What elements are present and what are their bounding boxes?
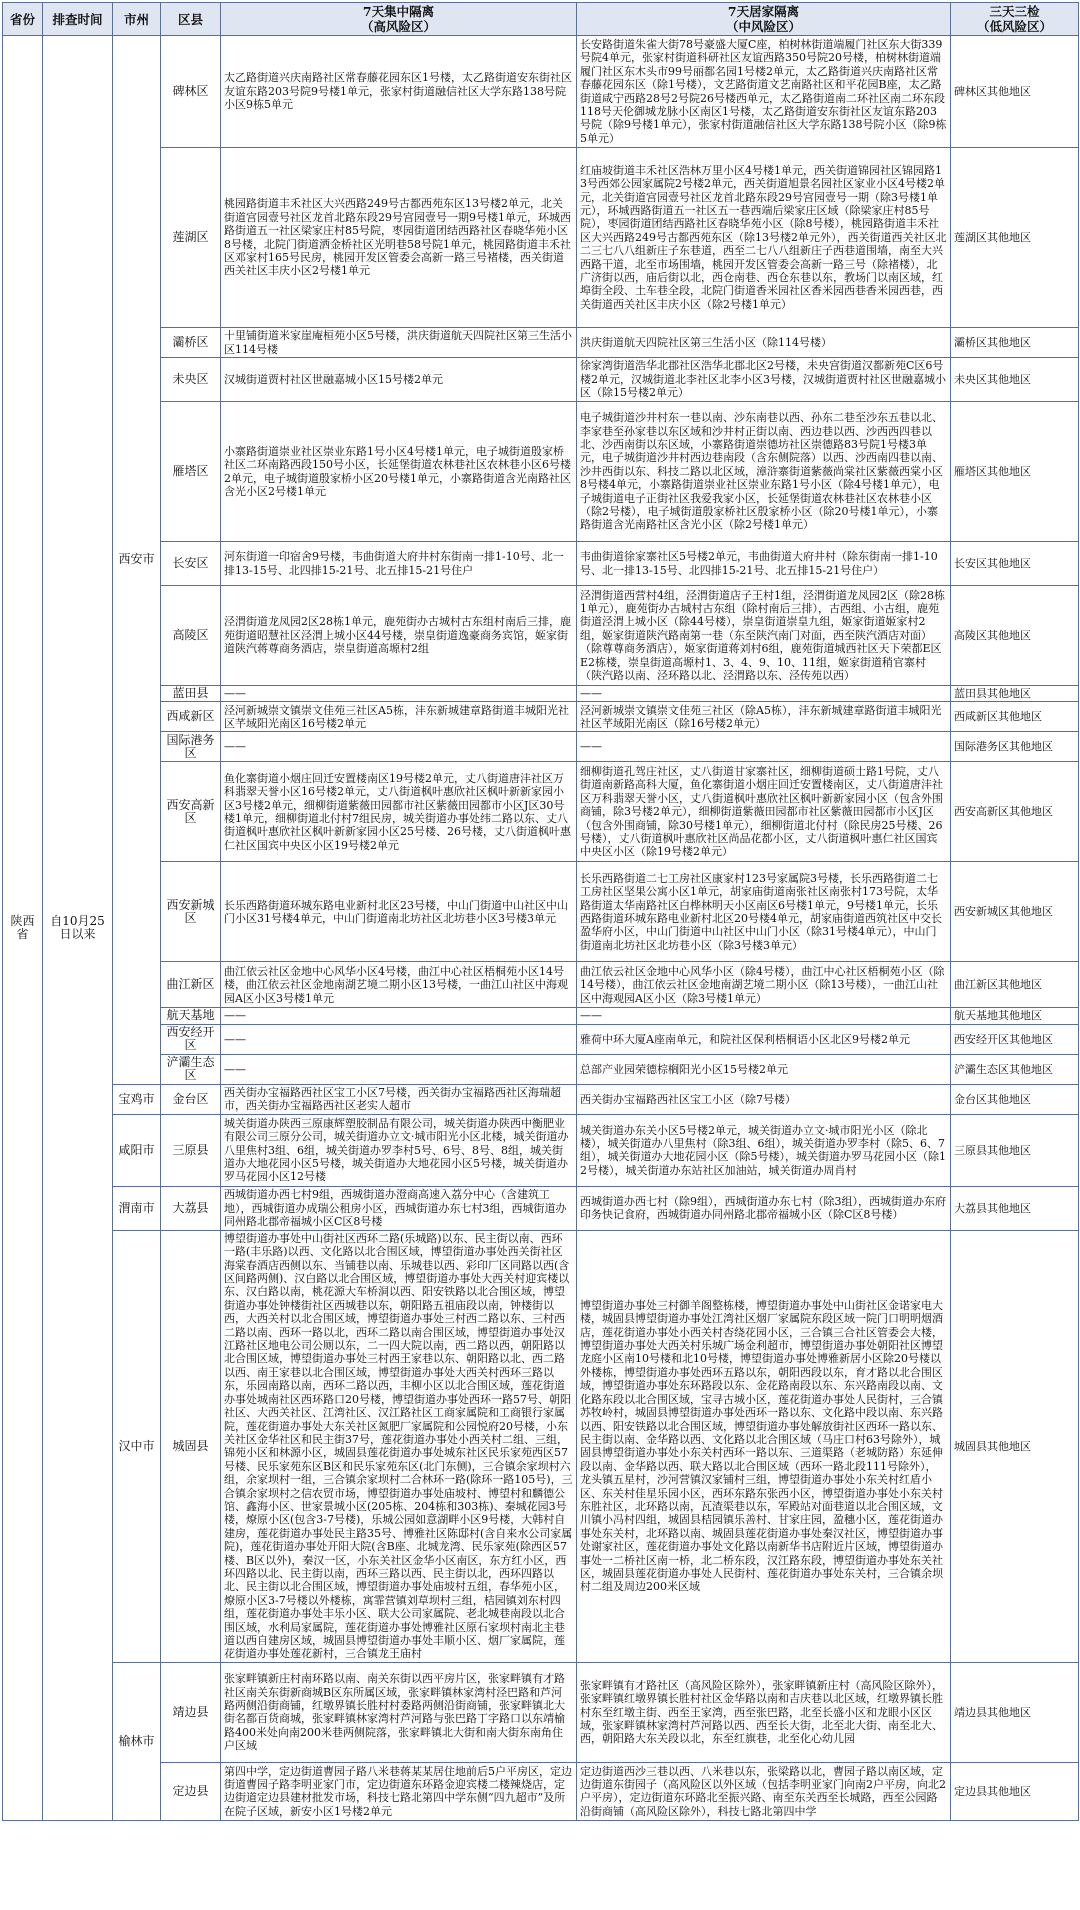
low-risk-cell: 金台区其他地区 xyxy=(951,1084,1079,1114)
risk-area-table xyxy=(2,2,1079,1821)
district-cell: 大荔县 xyxy=(161,1186,221,1230)
mid-risk-cell: 西关街办宝福路西社区宝工小区（除7号楼） xyxy=(577,1084,951,1114)
mid-risk-cell: 泾河新城崇文镇崇文佳苑三社区（除A5栋），沣东新城建章路街道丰城阳光社区芊域阳光南区（除16号楼2单元） xyxy=(577,702,951,732)
low-risk-cell: 蓝田县其他地区 xyxy=(951,686,1079,702)
mid-risk-cell: 博望街道办事处三村御羊阁整栋楼，博望街道办事处中山街社区金诺家电大楼，城固县博望街道办事处江湾社区烟厂家属院东段区域一院门口明明烟酒店，莲花街道办事处小西关村杏绕花园小区，三合镇三合社区管委会大楼，博望街道办事处大西关村乐城广场金利超市，博望街道办事处朝阳社区博望龙庭小区南10号楼和北10号楼，博望街道办事处博雅新居小区除20号楼以外楼栋，博望街道办事处西环五路以东，朝阳西段以东，育才路以北合围区域，博望街道办事处东环路段以东、金花路南段以东、东兴路南段以南、文化路东段以北合围区域，宝寻古城小区，莲花街道办事处人民街村，三合镇苏牧岭村，城固县博望街道办事处西环一路以东、文化路中段以南、东兴路以西、阳安铁路以北合围区域，博望街道办事处解放街社区西环一路以东、民主街以南、金华路以西、文化路以北合围区域（马庄口村63号除外），城固县博望街道办事处小东关村西环一路以东、三道渠路（老城防路）东延伸段以南、金华路以西、联大路以北合围区域（西环一路北段111号除外），龙头镇五星村，沙河营镇汉家铺村三组，博望街道办事处小东关村红盾小区、东关村佳星乐园小区，西环东路东张西小区，博望街道办事处小东关村东胜社区，北环路以南，瓦渣渠巷以东，军殿站对面巷道以北合围区域，文川镇小冯村四组，城固县桔园镇乐善村、甘家庄园，盈穗小区，莲花街道办事处东关村，北环路以南、城固县莲花街道办事处秦汉社区，博望街道办事处谢家社区，莲花街道办事处文化路以南新华书店附近片区域，博望街道办事处一二桥社区南一桥，北二桥东段，汉江路东段，博望街道办事处东关社区，城固县莲花街道办事处人民街村、莲花街道办事处东关村，三合镇余坝村二组及周边200米区域 xyxy=(577,1230,951,1662)
high-risk-cell: 太乙路街道兴庆南路社区常春藤花园东区1号楼，太乙路街道安东街社区友谊东路203号院9号楼1单元，张家村街道融信社区大学东路138号院小区9栋5单元 xyxy=(221,36,577,148)
high-risk-cell: 河东街道一印宿舍9号楼，韦曲街道大府井村东街南一排1-10号、北一排13-15号、北四排15-21号、北五排15-21号住户 xyxy=(221,542,577,586)
high-risk-cell: 汉城街道贾村社区世融嘉城小区15号楼2单元 xyxy=(221,358,577,402)
table-row xyxy=(3,328,1079,358)
low-risk-cell: 高陵区其他地区 xyxy=(951,586,1079,686)
low-risk-cell: 长安区其他地区 xyxy=(951,542,1079,586)
header-row xyxy=(3,3,1079,36)
table-row xyxy=(3,36,1079,148)
district-cell: 定边县 xyxy=(161,1762,221,1820)
table-row xyxy=(3,862,1079,962)
low-risk-cell: 西安新城区其他地区 xyxy=(951,862,1079,962)
low-risk-cell: 未央区其他地区 xyxy=(951,358,1079,402)
district-cell: 西安高新区 xyxy=(161,762,221,862)
low-risk-cell: 城固县其他地区 xyxy=(951,1230,1079,1662)
district-cell: 曲江新区 xyxy=(161,962,221,1008)
mid-risk-cell: 西城街道办西七村（除9组），西城街道办东七村（除3组），西城街道办东府印务快记食府，西城街道办同州路北郡帝福城小区（除C区8号楼） xyxy=(577,1186,951,1230)
low-risk-cell: 曲江新区其他地区 xyxy=(951,962,1079,1008)
high-risk-cell: —— xyxy=(221,686,577,702)
low-risk-cell: 大荔县其他地区 xyxy=(951,1186,1079,1230)
low-risk-cell: 西咸新区其他地区 xyxy=(951,702,1079,732)
district-cell: 未央区 xyxy=(161,358,221,402)
high-risk-cell: 小寨路街道崇业社区崇业东路1号小区4号楼1单元，电子城街道殷家桥社区二环南路西段150号小区，长延堡街道农林巷社区农林巷小区6号楼2单元，电子城街道殷家桥小区20号楼1单元，小寨路街道含光南路社区含光小区2号楼1单元 xyxy=(221,402,577,542)
high-risk-cell: 十里铺街道米家崖庵桓苑小区5号楼，洪庆街道航天四院社区第三生活小区114号楼 xyxy=(221,328,577,358)
table-row xyxy=(3,402,1079,542)
low-risk-cell: 西安经开区其他地区 xyxy=(951,1024,1079,1054)
mid-risk-cell: 电子城街道沙井村东一巷以南、沙东南巷以西、孙东二巷至沙东五巷以北、李家巷至孙家巷以东区域和沙井村正街以南、西边巷以西、沙西西四巷以北、沙西南街以东区域，小寨路街道崇德坊社区崇德路83号院1号楼3单元，电子城街道沙井村西边巷南段（含东侧院落）以西、沙西南四巷以南、沙井西街以东、科技二路以北区域，漳浒寨街道紫薇尚棠社区紫薇西棠小区8号楼4单元，小寨路街道崇业社区崇业东路1号小区（除4号楼1单元），电子城街道电子正街社区我爱我家小区，长延堡街道农林巷社区农林巷小区（除2号楼），电子城街道殷家桥社区殷家桥小区（除20号楼1单元），小寨路街道含光南路社区含光小区（除2号楼1单元） xyxy=(577,402,951,542)
table-row xyxy=(3,1024,1079,1054)
low-risk-cell: 国际港务区其他地区 xyxy=(951,732,1079,762)
mid-risk-cell: 总部产业园荣德棕榈阳光小区15号楼2单元 xyxy=(577,1054,951,1084)
mid-risk-cell: —— xyxy=(577,686,951,702)
table-row xyxy=(3,1762,1079,1820)
high-risk-cell: —— xyxy=(221,1024,577,1054)
mid-risk-cell: 雅荷中环大厦A座南单元，和院社区保利梧桐语小区北区9号楼2单元 xyxy=(577,1024,951,1054)
table-row xyxy=(3,1230,1079,1662)
mid-risk-cell: 红庙坡街道丰禾社区浩林万里小区4号楼1单元，西关街道锦园社区锦园路13号西郊公园家属院2号楼2单元，西关街道旭景名园社区家业小区4号楼2单元，北关街道宫园壹号社区龙首北路东段29号宫园壹号一期（除3号楼1单元），环城西路街道五一社区五一巷西端后梁家庄区域（除梁家庄村85号院），枣园街道团结西路社区春晓华苑小区（除8号楼），桃园路街道丰禾社区大兴西路249号古都西苑东区（除13号楼2单元外），西关街道西关社区北二三七八八组新庄子东巷道，西至二七八八组新庄子西巷道围墙，南至大兴西路干道，北至市场围墙，桃园开发区管委会高新一路三号（除褚楼），北广济街以西，庙后街以北，西仓南巷、西仓东巷以东，教场门以南区域，红埠街全段、土车巷全段，北院门街道香米园社区香米园西巷香米园西巷，西关街道西关社区丰庆小区（除2号楼1单元） xyxy=(577,148,951,328)
high-risk-cell: 泾渭街道龙凤园2区28栋1单元，鹿苑街办古城村古东组村南后三排，鹿苑街道昭慧社区泾渭上城小区44号楼，崇皇街道逸豪商务宾馆，姬家街道陕汽蒋尊商务酒店，崇皇街道高塬村2组 xyxy=(221,586,577,686)
mid-risk-cell: 洪庆街道航天四院社区第三生活小区（除114号楼） xyxy=(577,328,951,358)
low-risk-cell: 靖边县其他地区 xyxy=(951,1662,1079,1762)
high-risk-cell: 西城街道办西七村9组，西城街道办澄商高速入荔分中心（含建筑工地），西城街道办成瑞公租房小区，西城街道办东七村3组，西城街道办同州路北郡帝福城小区C区8号楼 xyxy=(221,1186,577,1230)
header-city: 市州 xyxy=(113,3,161,36)
time-cell: 自10月25日以来 xyxy=(43,36,113,1821)
mid-risk-cell: 徐家湾街道浩华北郡社区浩华北郡北区2号楼，未央宫街道汉都新苑C区6号楼2单元，汉城街道北李社区北李小区3号楼，汉城街道贾村社区世融嘉城小区（除15号楼2单元） xyxy=(577,358,951,402)
low-risk-cell: 浐灞生态区其他地区 xyxy=(951,1054,1079,1084)
district-cell: 西咸新区 xyxy=(161,702,221,732)
table-row xyxy=(3,542,1079,586)
city-cell: 渭南市 xyxy=(113,1186,161,1230)
low-risk-cell: 碑林区其他地区 xyxy=(951,36,1079,148)
table-row xyxy=(3,1186,1079,1230)
table-row xyxy=(3,1008,1079,1024)
district-cell: 靖边县 xyxy=(161,1662,221,1762)
mid-risk-cell: 泾渭街道西营村4组，泾渭街道店子王村1组，泾渭街道龙凤园2区（除28栋1单元），鹿苑街办古城村古东组（除村南后三排），古西组、小古组，鹿苑街道泾渭上城小区（除44号楼），崇皇街道崇皇九组，姬家街道姬家村2组，姬家街道陕汽路南第一巷（东至陕汽南门对面，西至陕汽酒店对面）（除尊尊商务酒店），姬家街道蒋刘村6组，鹿苑街道城西社区天下荣都E区E2栋楼，崇皇街道高塬村1、3、4、9、10、11组，姬家街道稍官寨村（陕汽路以南、泾环路以北、泾渭路以东、泾传苑以西） xyxy=(577,586,951,686)
mid-risk-cell: —— xyxy=(577,732,951,762)
district-cell: 雁塔区 xyxy=(161,402,221,542)
district-cell: 航天基地 xyxy=(161,1008,221,1024)
table-row xyxy=(3,686,1079,702)
high-risk-cell: 长乐西路街道环城东路电业新村北区23号楼，中山门街道中山社区中山门小区31号楼4单元，中山门街道南北坊社区北坊巷小区3号楼3单元 xyxy=(221,862,577,962)
header-mid-risk: 7天居家隔离 （中风险区） xyxy=(577,3,951,36)
high-risk-cell: —— xyxy=(221,1054,577,1084)
low-risk-cell: 莲湖区其他地区 xyxy=(951,148,1079,328)
table-row xyxy=(3,762,1079,862)
district-cell: 西安经开区 xyxy=(161,1024,221,1054)
mid-risk-cell: 细柳街道孔驾庄社区，丈八街道甘家寨社区，细柳街道硕士路1号院，丈八街道南新路高科大厦，鱼化寨街道小烟庄回迁安置楼南区，丈八街道唐沣社区万科翡翠天誉小区，丈八街道枫叶惠欣社区枫叶新新家园小区（包含外围商铺，除3号楼2单元），细柳街道紫薇田园都市社区紫薇田园都市小区J区（包含外围商铺，除30号楼1单元），细柳街道北付村（除民房25号楼、26号楼），丈八街道枫叶惠欣社区尚品花都小区，丈八街道枫叶惠仁社区国宾中央区小区（除19号楼2单元） xyxy=(577,762,951,862)
low-risk-cell: 灞桥区其他地区 xyxy=(951,328,1079,358)
district-cell: 莲湖区 xyxy=(161,148,221,328)
district-cell: 金台区 xyxy=(161,1084,221,1114)
district-cell: 三原县 xyxy=(161,1114,221,1186)
city-cell: 西安市 xyxy=(113,36,161,1085)
table-row xyxy=(3,1114,1079,1186)
high-risk-cell: —— xyxy=(221,1008,577,1024)
header-high-risk: 7天集中隔离 （高风险区） xyxy=(221,3,577,36)
table-row xyxy=(3,358,1079,402)
district-cell: 碑林区 xyxy=(161,36,221,148)
mid-risk-cell: 张家畔镇有才路社区（高风险区除外），张家畔镇新庄村（高风险区除外），张家畔镇红墩界镇长胜村社区金华路以南和吉庆巷以北区域，红墩界镇长胜村东至红墩主街、西至王家湾，西至张巴路，北至长盛小区和龙眼小区区域，张家畔镇林家湾村芦河路以西、西至长大街，北至北大街、南至北大、西，朝阳路大东关段以北，东至红旗巷，北至化心幼儿园 xyxy=(577,1662,951,1762)
high-risk-cell: 桃园路街道丰禾社区大兴西路249号古都西苑东区13号楼2单元，北关街道宫园壹号社区龙首北路东段29号宫园壹号一期9号楼1单元，环城西路街道五一社区梁家庄村85号院，枣园街道团结西路社区春晓华苑小区8号楼，北院门街道洒金桥社区光明巷58号院1单元，桃园路街道丰禾社区邓家村165号民房，桃园开发区管委会高新一路三号褚楼，西关街道西关社区丰庆小区2号楼1单元 xyxy=(221,148,577,328)
district-cell: 城固县 xyxy=(161,1230,221,1662)
city-cell: 汉中市 xyxy=(113,1230,161,1662)
mid-risk-cell: —— xyxy=(577,1008,951,1024)
city-cell: 咸阳市 xyxy=(113,1114,161,1186)
high-risk-cell: 第四中学，定边街道曹园子路八米巷蒋某某居住地前后5户平房区，定边街道曹园子路李明亚家门市，定边街道东环路金迎宾楼二楼辣烧店，定边街道定边县建材批发市场，科技七路北第四中学东侧“四九超市”及所在院子区域，新安小区1号楼2单元 xyxy=(221,1762,577,1820)
table-row xyxy=(3,586,1079,686)
table-row xyxy=(3,702,1079,732)
table-row xyxy=(3,1662,1079,1762)
district-cell: 西安新城区 xyxy=(161,862,221,962)
mid-risk-cell: 定边街道西沙三巷以西、八米巷以东，张梁路以北，曹园子路以南区域，定边街道东街园子（高风险区以外区域（包括李明亚家门向南2户平房，向北2户平房），定边街道东环路北至振兴路、南至东关西至长城路，西至公园路沿街商铺（高风险区除外），科技七路北第四中学 xyxy=(577,1762,951,1820)
header-province: 省份 xyxy=(3,3,43,36)
high-risk-cell: 泾河新城崇文镇崇文佳苑三社区A5栋，沣东新城建章路街道丰城阳光社区芊域阳光南区16号楼2单元 xyxy=(221,702,577,732)
district-cell: 灞桥区 xyxy=(161,328,221,358)
low-risk-cell: 西安高新区其他地区 xyxy=(951,762,1079,862)
high-risk-cell: 博望街道办事处中山街社区西环二路(乐城路)以东、民主街以南、西环一路(丰乐路)以西、文化路以北合围区域，博望街道办事处西关街社区海棠春酒店西侧以东、当铺巷以南、乐城巷以西、彩印厂区同路以西(含区间路两侧)、汉白路以北合围区域，博望街道办事处大西关村迎宾楼以东、汉白路以南，桃花源大车桥洞以西、阳安铁路以北合围区域，博望街道办事处钟楼街社区西城巷以东，朝阳路五祖庙段以南，钟楼街以西，大西关村以北合围区域，博望街道办事处三村西二路以东、三村西二路以南、西环一路以北，西环二路以南合围区域，博望街道办事处汉江路社区地电公司公厕以东，二一四大院以南，西二路以西，朝阳路以北合围区域，博望街道办事处三村西王家巷以东、朝阳路以北、西二路以西、南王家巷以北合围区域，博望街道办事处大西关村西环三路以东，乐园南路以南，西环二路以西，丰柳小区以北合围区域，莲花街道办事处城南社区西环路口20号楼，博望街道办事处西环一路57号、朝阳社区、大西关社区、江湾社区、汉江路社区工商家属院和工商银行家属院，莲花街道办事处大东关社区氮肥厂家属院和公园悦府20号楼，小东关社区金华社区和民主街37号，莲花街道办事处小西关村二组、三组，锦苑小区和林源小区，城固县莲花街道办事处城东社区民乐家苑西区57号楼、民乐家苑东区B区和民乐家苑东区(北门东侧)，三合镇余家坝村六组，余家坝村一组，三合镇余家坝村二合林环一路(除环一路105号)，三合镇余家坝村之信农贸市场，博望街道办事处庙坡村、博望村和麟德公馆、鑫海小区、世家景城小区(205栋、204栋和303栋)、秦城花园3号楼，燎原小区(包含3-7号楼)，乐城公园如意湖畔小区9号楼，大韩村自建房，莲花街道办事处民主路35号、博雅社区陈邸村(含自来水公司家属院)，莲花街道办事处开阳大院(含B座、北城龙湾、民乐家苑(除西区57楼、B区以外)，秦汉一区，小东关社区金华小区南区，东方红小区，西环四路以北、民主街以南，西环三路以西、民主街以北，西环四路以北、民主街以北合围区域，博望街道办事处庙坡村五组，春华苑小区，燎原小区3-7号楼以外楼栋，寓霏营镇刘草坝村三组，桔园镇刘东村四组，莲花街道办事处丰乐小区、联大公司家属院、老北城巷南段以北合围区域，水利局家属院，莲花街道办事处博雅社区原石家坝村南北主巷道以西自建房区域，城固县博望街道办事处丰顺小区、烟厂家属院，莲花街道办事处莲花新村，三合镇龙王庙村 xyxy=(221,1230,577,1662)
mid-risk-cell: 长安路街道朱雀大街78号豪盛大厦C座，柏树林街道端履门社区东大街339号院4单元，张家村街道科研社区友谊西路350号院20号楼，柏树林街道端履门社区东木头市99号丽都名园1号楼2单元，太乙路街道兴庆南路社区常春藤花园东区（除1号楼），文艺路街道文艺南路社区和平花园B座，太乙路街道咸宁西路28号2号院26号楼西单元，太乙路街道南二环社区南二环东段118号天伦御城龙脉小区南区1号楼，太乙路街道安东街社区友谊东路203号院（除9号楼1单元），张家村街道融信社区大学东路138号院小区（除9栋5单元） xyxy=(577,36,951,148)
high-risk-cell: 城关街道办陕西三原康辉塑胶制品有限公司，城关街道办陕西中衡肥业有限公司三原分公司，城关街道办立文·城市阳光小区北楼，城关街道办八里焦村3组、6组，城关街道办罗李村5号、6号、8号、8组，城关街道办大地花园小区5号楼，城关街道办大地花园小区5号楼，城关街道办罗马花园小区12号楼 xyxy=(221,1114,577,1186)
mid-risk-cell: 长乐西路街道二七工房社区康家村123号家属院3号楼，长乐西路街道二七工房社区坚果公寓小区1单元，胡家庙街道南张社区南张村173号院，太华路街道太华南路社区白桦林明天小区南区6号楼1单元，9号楼1单元，长乐西路街道环城东路电业新村北区20号楼4单元，胡家庙街道西筑社区中交长盈华府小区，中山门街道中山社区中山门小区（除31号楼4单元），中山门街道南北坊社区北坊巷小区（除3号楼3单元） xyxy=(577,862,951,962)
table-row xyxy=(3,1084,1079,1114)
table-row xyxy=(3,1054,1079,1084)
low-risk-cell: 定边县其他地区 xyxy=(951,1762,1079,1820)
district-cell: 蓝田县 xyxy=(161,686,221,702)
mid-risk-cell: 韦曲街道徐家寨社区5号楼2单元，韦曲街道大府井村（除东街南一排1-10号、北一排13-15号、北四排15-21号、北五排15-21号住户） xyxy=(577,542,951,586)
high-risk-cell: 鱼化寨街道小烟庄回迁安置楼南区19号楼2单元，丈八街道唐沣社区万科翡翠天誉小区16号楼2单元，丈八街道枫叶惠欣社区枫叶新新家园小区3号楼2单元，细柳街道紫薇田园都市社区紫薇田园都市小区J区30号楼1单元，细柳街道北付村7组民房，城关街道办事处纬二路以东、丈八街道枫叶惠欣社区枫叶新新家园小区25号楼、26号楼，丈八街道枫叶惠仁社区国宾中央区小区19号楼2单元 xyxy=(221,762,577,862)
header-low-risk: 三天三检 （低风险区） xyxy=(951,3,1079,36)
table-row xyxy=(3,732,1079,762)
high-risk-cell: —— xyxy=(221,732,577,762)
district-cell: 长安区 xyxy=(161,542,221,586)
header-time: 排查时间 xyxy=(43,3,113,36)
district-cell: 国际港务区 xyxy=(161,732,221,762)
table-row xyxy=(3,148,1079,328)
high-risk-cell: 西关街办宝福路西社区宝工小区7号楼，西关街办宝福路西社区海瑞超市，西关街办宝福路西社区老实人超市 xyxy=(221,1084,577,1114)
city-cell: 宝鸡市 xyxy=(113,1084,161,1114)
district-cell: 高陵区 xyxy=(161,586,221,686)
low-risk-cell: 航天基地其他地区 xyxy=(951,1008,1079,1024)
city-cell: 榆林市 xyxy=(113,1662,161,1820)
district-cell: 浐灞生态区 xyxy=(161,1054,221,1084)
low-risk-cell: 三原县其他地区 xyxy=(951,1114,1079,1186)
mid-risk-cell: 城关街道办东关小区5号楼2单元，城关街道办立文·城市阳光小区（除北楼），城关街道办八里焦村（除3组、6组），城关街道办罗李村（除5、6、7组），城关街道办大地花园小区（除5号楼），城关街道办罗马花园小区（除12号楼），城关街道办东站社区加油站，城关街道办周肖村 xyxy=(577,1114,951,1186)
mid-risk-cell: 曲江依云社区金地中心风华小区（除4号楼），曲江中心社区梧桐苑小区（除14号楼），曲江依云社区金地南湖艺境二期小区（除13号楼），一曲江山社区中海观园A区小区（除3号楼1单元） xyxy=(577,962,951,1008)
low-risk-cell: 雁塔区其他地区 xyxy=(951,402,1079,542)
table-row xyxy=(3,962,1079,1008)
high-risk-cell: 张家畔镇新庄村南环路以南、南关东街以西平房片区，张家畔镇有才路社区南关东街新商城B区东所属区域，张家畔镇林家湾村泾巴路和芦河路两侧沿街商铺，红墩界镇长胜村村委路两侧沿街商铺，张家畔镇北大街名都百货商城，张家畔镇林家湾村芦河路与张巴路丁字路口以东靖榆路400米处向南200米巷两侧院落，张家畔镇北大街和南大街东南角住户区域 xyxy=(221,1662,577,1762)
high-risk-cell: 曲江依云社区金地中心风华小区4号楼，曲江中心社区梧桐苑小区14号楼，曲江依云社区金地南湖艺境二期小区13号楼，一曲江山社区中海观园A区小区3号楼1单元 xyxy=(221,962,577,1008)
header-district: 区县 xyxy=(161,3,221,36)
province-cell: 陕西省 xyxy=(3,36,43,1821)
